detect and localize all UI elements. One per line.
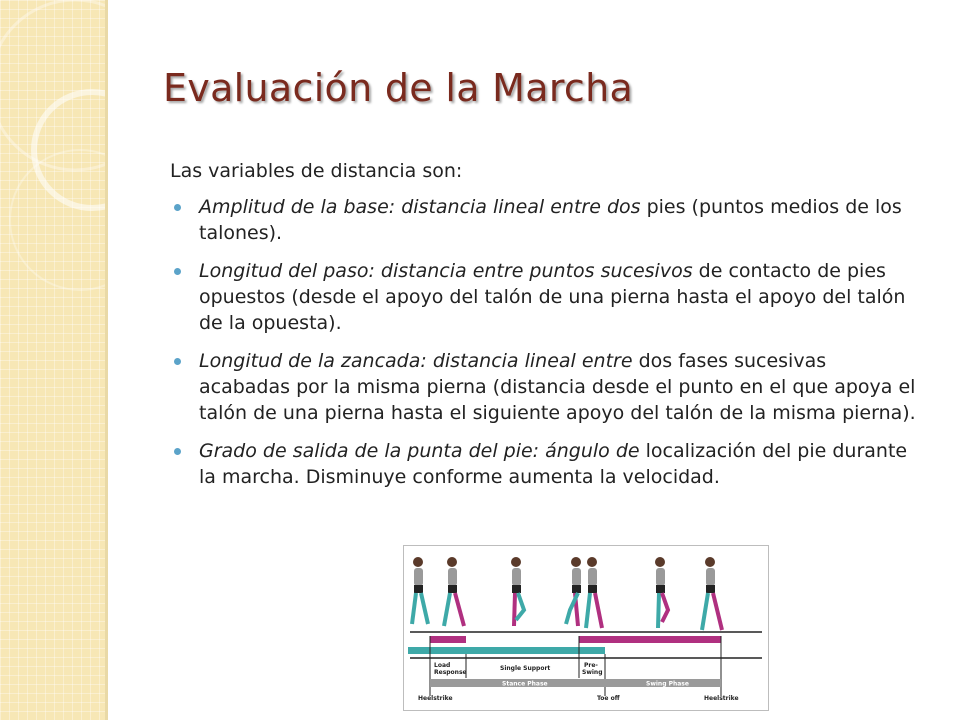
bullet-item-toe-out-angle [170, 438, 920, 490]
bullet-item-step-length [170, 258, 920, 336]
intro-text: Las variables de distancia son: [170, 160, 463, 182]
toe-off-label: Toe off [597, 695, 620, 702]
magenta-stance-bar [430, 636, 466, 643]
bullet-item-stride-length [170, 348, 920, 426]
bullet-term: Longitud de la zancada: distancia lineal entre [199, 350, 633, 372]
gait-cycle-diagram [404, 546, 768, 710]
bullet-dot-icon [174, 268, 181, 275]
bullet-dot-icon [174, 448, 181, 455]
heelstrike-start-label: Heelstrike [418, 695, 453, 702]
walker-figure [412, 557, 428, 624]
side-band-edge [105, 0, 108, 720]
walker-figure [702, 557, 722, 630]
swing-label: Swing [582, 669, 603, 676]
walker-figure [586, 557, 602, 628]
magenta-stance-bar [579, 636, 721, 643]
decorative-circles [0, 0, 105, 720]
slide-body [170, 158, 920, 502]
bullet-list [170, 194, 920, 490]
load-label: Load [434, 662, 451, 669]
bullet-text: dos fases sucesivas acabadas por la misma pierna (distancia desde el punto en el que apoya el talón de una pierna hasta el siguiente apoyo del talón de la misma pierna). [199, 350, 916, 424]
walker-figure [655, 557, 668, 628]
gait-cycle-figure [403, 545, 769, 711]
walker-figure [444, 557, 464, 626]
response-label: Response [434, 669, 467, 676]
teal-stance-bar [408, 647, 430, 654]
bullet-term: Grado de salida de la punta del pie: ángulo de [199, 440, 640, 462]
slide-title: Evaluación de la Marcha [163, 66, 634, 110]
single-support-label: Single Support [500, 665, 551, 672]
bullet-dot-icon [174, 204, 181, 211]
pre-label: Pre- [584, 662, 598, 669]
bullet-text: pies (puntos medios de los talones). [199, 196, 902, 244]
bullet-dot-icon [174, 358, 181, 365]
bullet-item-base-width [170, 194, 920, 246]
bullet-text: localización del pie durante la marcha. Disminuye conforme aumenta la velocidad. [199, 440, 908, 488]
swing-phase-label: Swing Phase [646, 680, 689, 688]
decorative-side-band [0, 0, 105, 720]
bullet-text: de contacto de pies opuestos (desde el apoyo del talón de una pierna hasta el apoyo del talón de la opuesta). [199, 260, 906, 334]
heelstrike-end-label: Heelstrike [704, 695, 739, 702]
stance-phase-label: Stance Phase [502, 680, 548, 688]
walker-figure [511, 557, 524, 626]
bullet-term: Amplitud de la base: distancia lineal entre dos [199, 196, 641, 218]
walker-figure [566, 557, 581, 626]
bullet-term: Longitud del paso: distancia entre puntos sucesivos [199, 260, 693, 282]
